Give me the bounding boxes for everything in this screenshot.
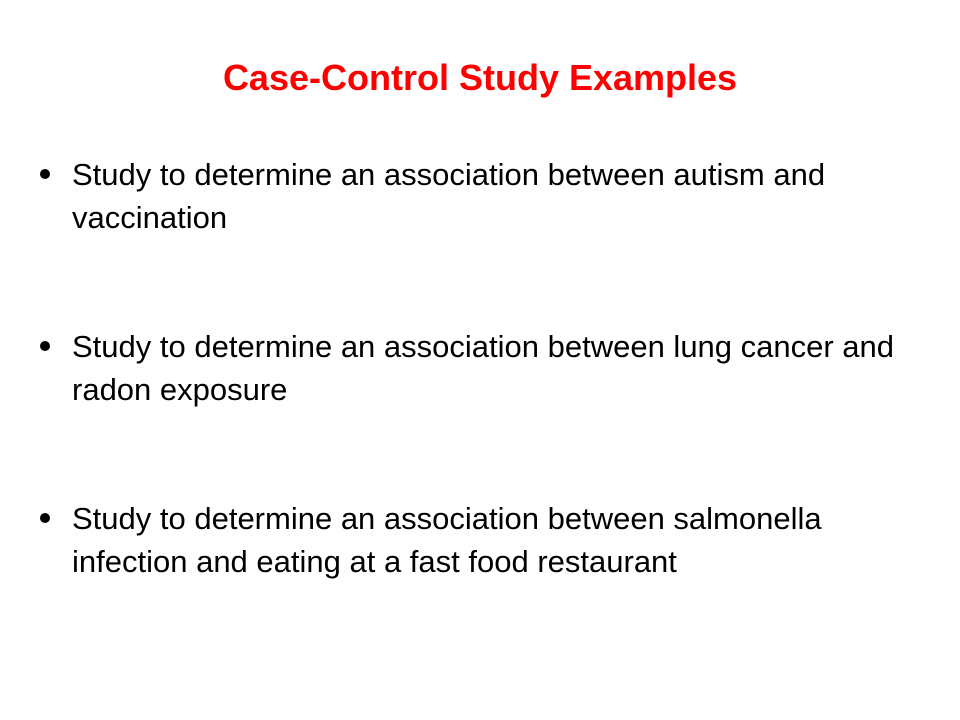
bullet-text: Study to determine an association between salmonella infection and eating at a fast food restaurant: [72, 501, 822, 579]
bullet-item: [40, 153, 910, 239]
bullet-item: [40, 497, 910, 583]
bullet-dot-icon: [40, 341, 50, 351]
slide-title: Case-Control Study Examples: [222, 57, 738, 98]
bullet-dot-icon: [40, 169, 50, 179]
bullet-item: [40, 325, 910, 411]
bullet-text: Study to determine an association between lung cancer and radon exposure: [72, 329, 895, 407]
bullet-dot-icon: [40, 513, 50, 523]
bullet-text: Study to determine an association between autism and vaccination: [72, 157, 826, 235]
bullet-list: [40, 153, 910, 583]
